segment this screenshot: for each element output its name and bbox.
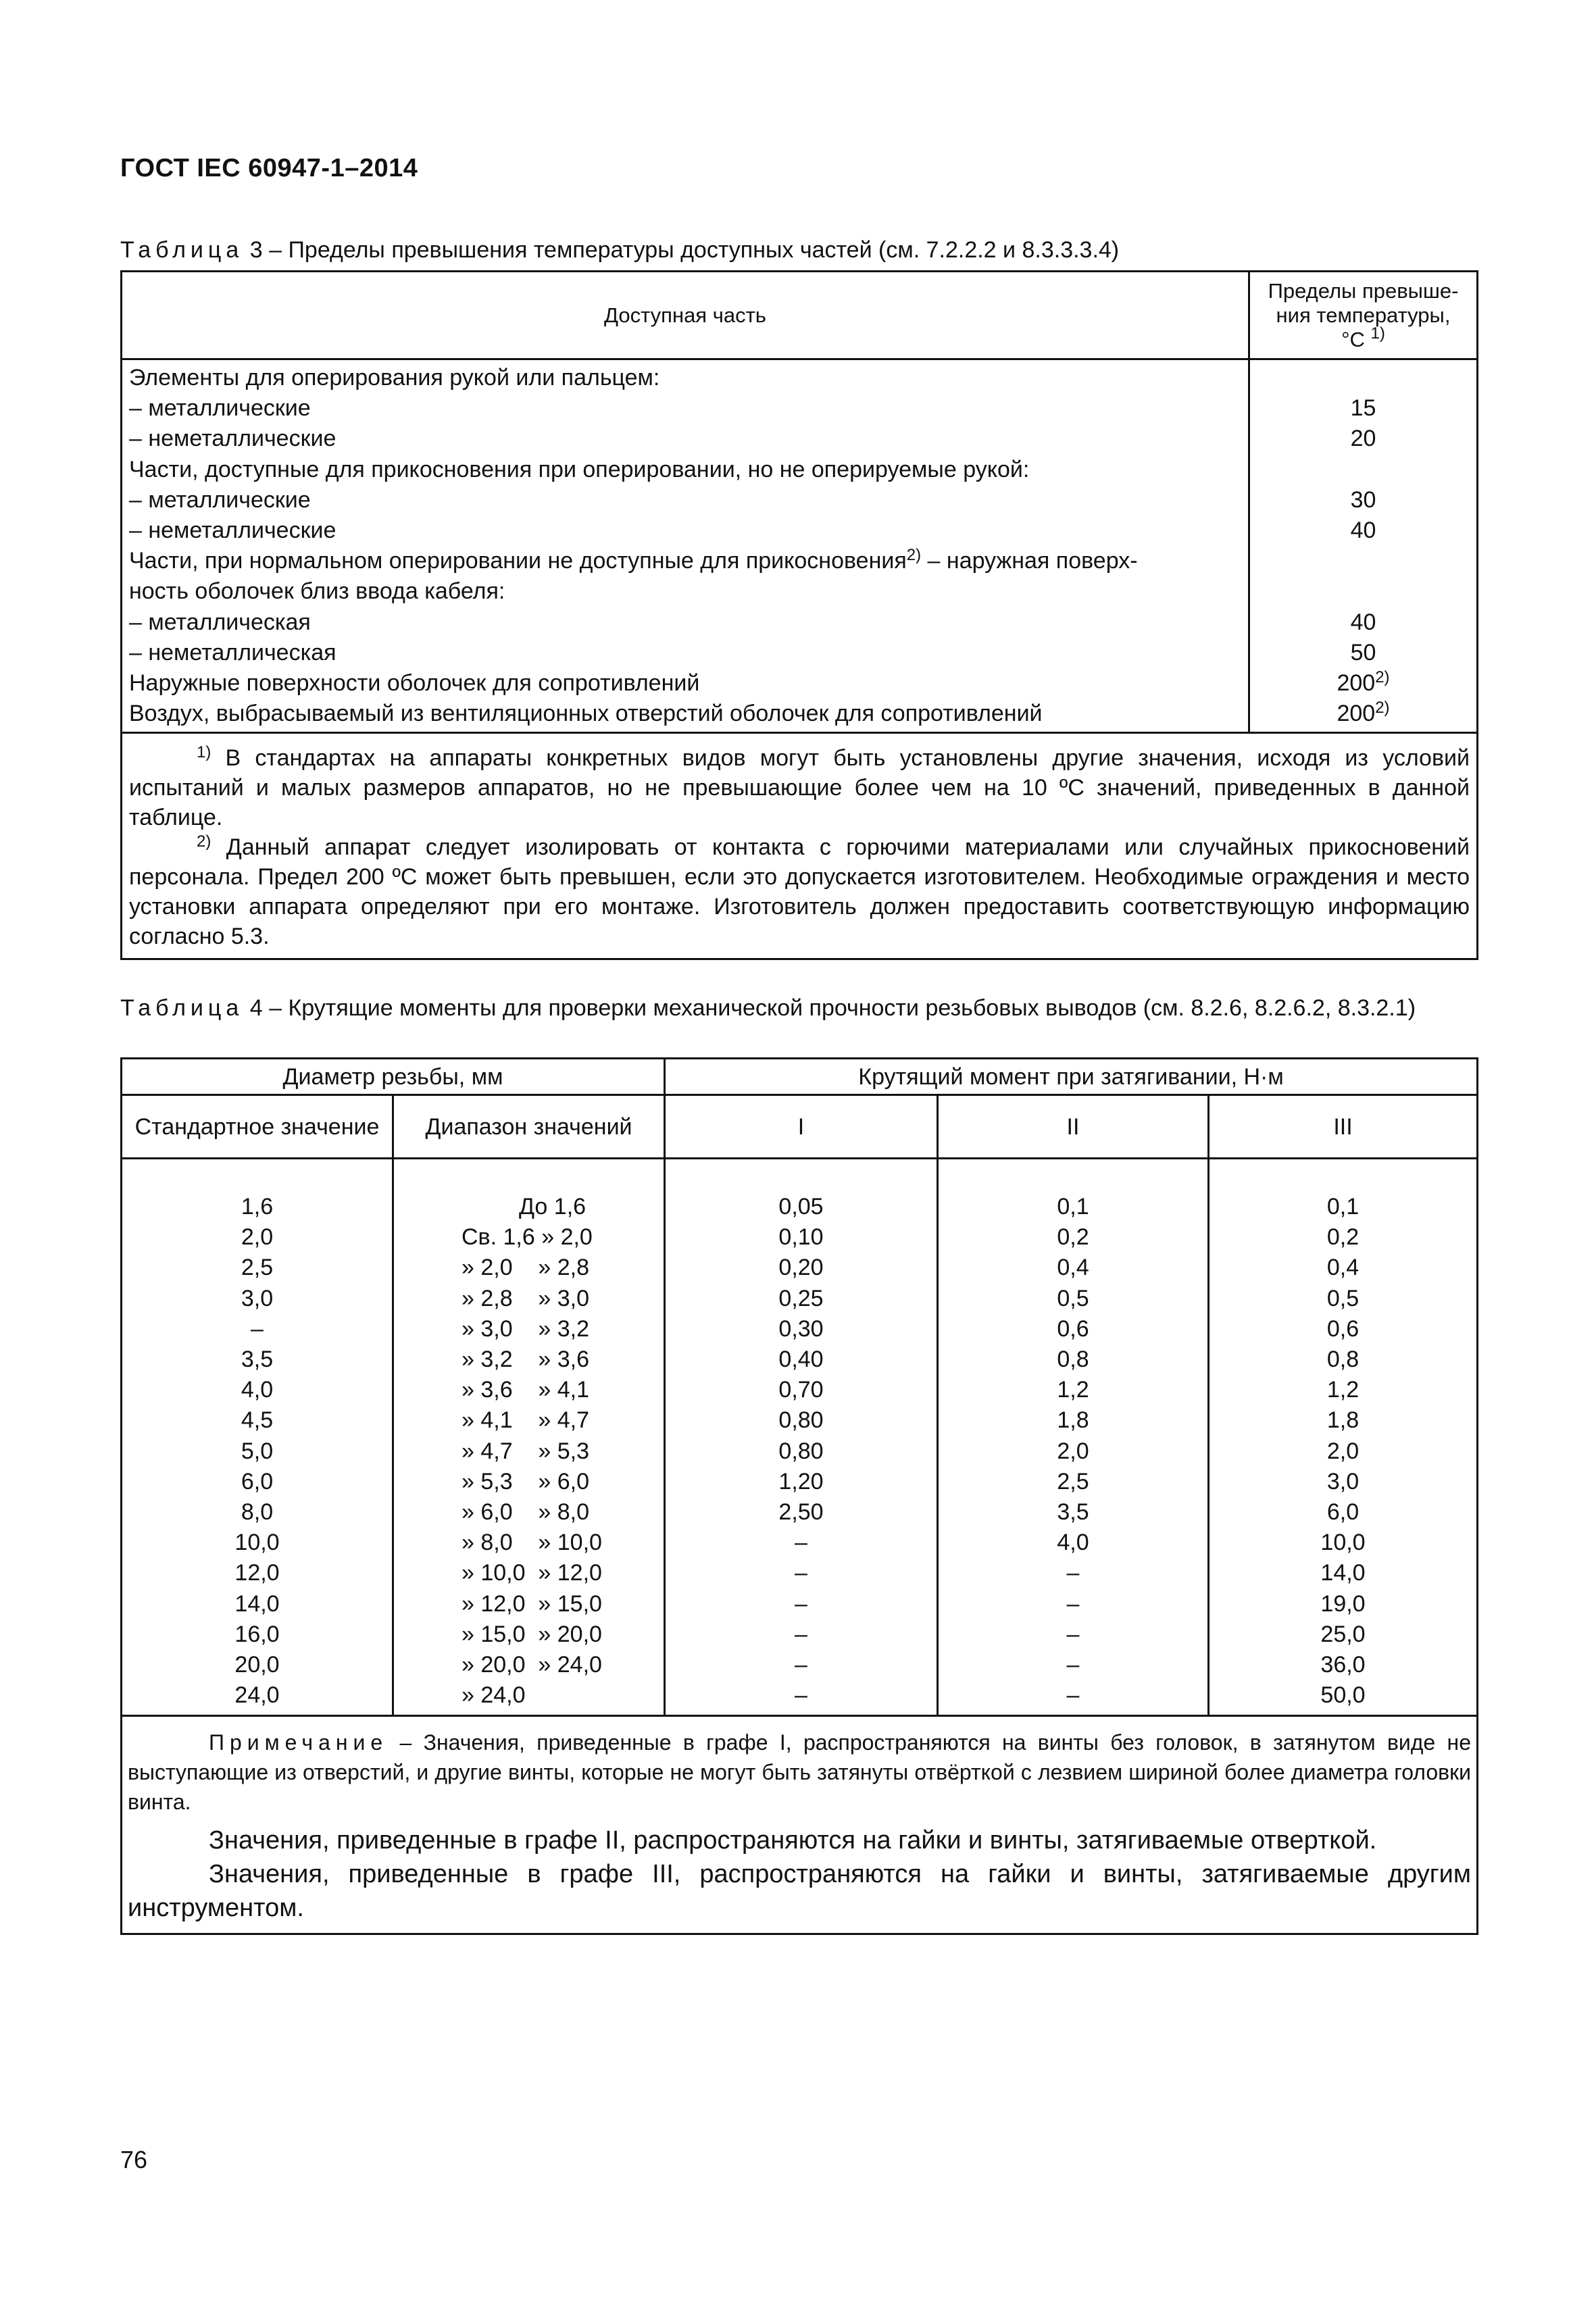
- table4-standard-cell: 8,0: [241, 1499, 274, 1526]
- table4-range-cell: » 3,6 » 4,1: [462, 1377, 590, 1403]
- table4-col-I-cell: 2,50: [778, 1499, 824, 1526]
- table4-range-cell: » 2,8 » 3,0: [462, 1285, 590, 1311]
- table3-row-label: [129, 668, 1243, 699]
- table4-col-III-cell: 0,5: [1326, 1285, 1360, 1311]
- table4-note3: Значения, приведенные в графе III, распространяются на гайки и винты, затягиваемые другим инструментом.: [128, 1860, 1471, 1923]
- table3-note2-sup: 2): [197, 832, 211, 851]
- table4-col-II-header: II: [938, 1095, 1209, 1159]
- table4-col-I-cell: –: [795, 1621, 807, 1647]
- table4-range-cell: » 8,0 » 10,0: [462, 1530, 602, 1556]
- table4-standard-cell: 5,0: [241, 1438, 274, 1464]
- table3-values: [1249, 359, 1478, 733]
- table3-row-value-text: 200: [1337, 670, 1376, 697]
- table4-col-I-cell: 0,40: [778, 1347, 824, 1373]
- table3-row-label-text: – металлические: [129, 486, 311, 513]
- table4-col-I-cell: 0,05: [778, 1194, 824, 1219]
- table4-standard-cell: 3,0: [241, 1285, 274, 1311]
- table3-labels: [122, 359, 1249, 733]
- table4-range-cell: » 10,0 » 12,0: [462, 1560, 602, 1586]
- table3-note1: [129, 743, 1470, 832]
- table4-range-cell: » 5,3 » 6,0: [462, 1468, 590, 1494]
- table3-note2-text: Данный аппарат следует изолировать от контакта с горючими материалами или случайных прикосновений персонала. Предел 200 ºС может быть превышен, если это допускается изготовителем. Необходимые ограждения и место установки аппарата определяют при его монтаже. Изготовитель должен предоставить соответствующую информацию согласно 5.3.: [129, 834, 1470, 950]
- table4-range-cell: » 2,0 » 2,8: [462, 1255, 590, 1281]
- table3-col2-header-line3: [1254, 324, 1472, 352]
- table4-standard-cell: 16,0: [234, 1621, 280, 1647]
- table4-standard-cell: 20,0: [234, 1652, 280, 1678]
- table4-col-II-cell: 2,5: [1057, 1468, 1089, 1494]
- table3-row-label: [129, 485, 1243, 515]
- table3-caption: [120, 235, 1478, 265]
- table4-col-III: [1209, 1159, 1478, 1716]
- table4-standard-cell: 6,0: [241, 1468, 274, 1494]
- table4-col-II-cell: 0,2: [1057, 1224, 1089, 1251]
- table3-row-value-text: 50: [1350, 639, 1376, 665]
- table4-col-II-cell: 4,0: [1057, 1530, 1089, 1556]
- table4-col-II-cell: –: [1066, 1590, 1080, 1617]
- table4-col-I-cell: 0,30: [778, 1315, 824, 1342]
- table4-col-III-cell: 14,0: [1320, 1560, 1366, 1586]
- table3-row-value-text: 40: [1350, 609, 1376, 635]
- table3-row-label: [129, 393, 1243, 424]
- table3-row-value: [1250, 607, 1476, 638]
- table3-row-value-text: 15: [1350, 395, 1376, 422]
- table4-caption: [120, 993, 1478, 1023]
- table3-row-value-text: 20: [1350, 426, 1376, 452]
- table4-range-cell: » 3,2 » 3,6: [462, 1347, 590, 1373]
- table3-row-label-text: – неметаллическая: [129, 639, 336, 665]
- table4-standard-cell: 3,5: [241, 1347, 274, 1373]
- table4-col-II-cell: –: [1066, 1682, 1080, 1709]
- table4-standard-cell: 1,6: [241, 1194, 274, 1219]
- table3-row-label-text: ность оболочек близ ввода кабеля:: [129, 578, 505, 605]
- table3-row-value-text: 200: [1337, 701, 1376, 727]
- table3-row-value: [1250, 576, 1476, 607]
- table4-col-I-cell: 0,20: [778, 1255, 824, 1281]
- table4-col-I-cell: 1,20: [778, 1468, 824, 1494]
- table4-col-III-header: III: [1209, 1095, 1478, 1159]
- table3-row-value: [1250, 546, 1476, 576]
- table4-notes: [122, 1716, 1478, 1934]
- table4-standard-cell: 12,0: [234, 1560, 280, 1586]
- table3-row-label: [129, 638, 1243, 668]
- table3-row-value-sup: 2): [1375, 668, 1390, 687]
- table4: [120, 1057, 1478, 1935]
- table3: [120, 270, 1478, 960]
- table3-row-value: [1250, 455, 1476, 485]
- table3-row-label: [129, 455, 1243, 485]
- table4-col-I-header: I: [665, 1095, 938, 1159]
- table4-range-cell: Св. 1,6 » 2,0: [462, 1224, 593, 1251]
- table4-col-I-cell: –: [795, 1652, 807, 1678]
- table4-col-II-cell: 1,8: [1057, 1407, 1089, 1434]
- table3-row-value-text: 30: [1350, 486, 1376, 513]
- table3-row-value-text: 40: [1350, 518, 1376, 544]
- table4-col-II-cell: 1,2: [1057, 1377, 1089, 1403]
- table3-row-value: [1250, 485, 1476, 515]
- table4-col-I-cell: –: [795, 1560, 807, 1586]
- table3-caption-text: 3 – Пределы превышения температуры доступных частей (см. 7.2.2.2 и 8.3.3.3.4): [243, 237, 1120, 263]
- table3-note1-text: В стандартах на аппараты конкретных видов могут быть установлены другие значения, исходя из условий испытаний и малых размеров аппаратов, но не превышающие более чем на 10 ºС значений, приведенных в данной таблице.: [129, 745, 1470, 831]
- table4-note-text: – Значения, приведенные в графе I, распространяются на винты без головок, в затянутом виде не выступающие из отверстий, и другие винты, которые не могут быть затянуты отвёрткой с лезвием шириной более диаметра головки винта.: [128, 1730, 1471, 1815]
- table4-torque-header: Крутящий момент при затягивании, Н·м: [665, 1059, 1478, 1095]
- table3-row-label-text: – неметаллические: [129, 518, 336, 544]
- table4-standard-cell: 24,0: [234, 1682, 280, 1709]
- table4-col-I-cell: 0,25: [778, 1285, 824, 1311]
- table4-range-cell: » 6,0 » 8,0: [462, 1499, 590, 1526]
- table4-standard-cell: 10,0: [234, 1530, 280, 1556]
- table4-col-II-cell: 0,6: [1057, 1315, 1089, 1342]
- table4-range-cell: » 20,0 » 24,0: [462, 1652, 602, 1678]
- table3-row-label-text: – металлические: [129, 395, 311, 422]
- table4-col-II-cell: 0,4: [1057, 1255, 1089, 1281]
- table4-range-column: [393, 1159, 665, 1716]
- table3-row-label: [129, 363, 1243, 393]
- table3-row-label-text: Части, доступные для прикосновения при оперировании, но не оперируемые рукой:: [129, 456, 1030, 482]
- table3-col2-header-line1: Пределы превыше-: [1268, 278, 1459, 303]
- table4-range-cell: » 4,7 » 5,3: [462, 1438, 590, 1464]
- table4-standard-cell: 4,5: [241, 1407, 274, 1434]
- table3-notes: [122, 733, 1478, 959]
- table4-col-I-cell: 0,80: [778, 1407, 824, 1434]
- table4-col-I-cell: –: [795, 1682, 807, 1709]
- table4-col-III-cell: 2,0: [1326, 1438, 1360, 1464]
- table4-col-II-cell: 0,8: [1057, 1347, 1089, 1373]
- table4-col-III-cell: 0,2: [1326, 1224, 1360, 1251]
- table4-col-III-cell: 3,0: [1326, 1468, 1360, 1494]
- table3-row-label-text: Элементы для оперирования рукой или пальцем:: [129, 365, 660, 391]
- table3-row-value: [1250, 393, 1476, 424]
- table4-standard-cell: 2,0: [241, 1224, 274, 1251]
- table4-standard-cell: 4,0: [241, 1377, 274, 1403]
- table3-row-label-text: Части, при нормальном оперировании не доступные для прикосновения: [129, 548, 907, 574]
- table4-range-cell: » 3,0 » 3,2: [462, 1315, 590, 1342]
- table3-row-label-text: – неметаллические: [129, 426, 336, 452]
- table4-col-II-cell: 2,0: [1057, 1438, 1089, 1464]
- table4-col-I-cell: –: [795, 1530, 807, 1556]
- table3-note2: [129, 832, 1470, 951]
- table4-col-III-cell: 1,8: [1326, 1407, 1360, 1434]
- table4-caption-word: Таблица: [120, 995, 244, 1021]
- page-number: 76: [120, 2146, 148, 2173]
- table3-col2-header-sup: 1): [1370, 324, 1385, 343]
- table4-col-II: [938, 1159, 1209, 1716]
- document-header: ГОСТ IEC 60947-1–2014: [120, 154, 418, 182]
- table4-note2: Значения, приведенные в графе II, распространяются на гайки и винты, затягиваемые отверткой.: [209, 1826, 1377, 1855]
- table4-col-II-cell: 0,5: [1057, 1285, 1089, 1311]
- table4-col-I-cell: 0,10: [778, 1224, 824, 1251]
- table3-row-value: [1250, 515, 1476, 546]
- table4-col-I-cell: –: [795, 1590, 807, 1617]
- table4-col-II-cell: 0,1: [1057, 1194, 1089, 1219]
- table4-col-II-cell: –: [1066, 1621, 1080, 1647]
- table4-note1: [128, 1728, 1471, 1817]
- table3-row-value: [1250, 699, 1476, 729]
- table3-row-label-text: – металлическая: [129, 609, 311, 635]
- table4-col-II-cell: –: [1066, 1560, 1080, 1586]
- table4-col-I: [665, 1159, 938, 1716]
- table3-row-label: [129, 607, 1243, 638]
- table4-col-II-cell: –: [1066, 1652, 1080, 1678]
- table4-range-cell: » 24,0: [462, 1682, 526, 1709]
- table4-note-word: Примечание: [209, 1730, 389, 1755]
- table4-col-III-cell: 25,0: [1320, 1621, 1366, 1647]
- table3-row-value: [1250, 424, 1476, 454]
- table4-col-I-cell: 0,80: [778, 1438, 824, 1464]
- table3-row-label: [129, 576, 1243, 607]
- table3-col2-header-line2: ния температуры,: [1276, 303, 1451, 327]
- table4-diameter-header: Диаметр резьбы, мм: [122, 1059, 665, 1095]
- table4-col-II-cell: 3,5: [1057, 1499, 1089, 1526]
- table4-col-III-cell: 6,0: [1326, 1499, 1360, 1526]
- table4-range-header: Диапазон значений: [393, 1095, 665, 1159]
- table4-col-III-cell: 10,0: [1320, 1530, 1366, 1556]
- table4-col-III-cell: 36,0: [1320, 1652, 1366, 1678]
- table3-row-label-text: Наружные поверхности оболочек для сопротивлений: [129, 670, 700, 697]
- table4-col-I-cell: 0,70: [778, 1377, 824, 1403]
- table4-col-III-cell: 19,0: [1320, 1590, 1366, 1617]
- table3-row-value-sup: 2): [1375, 699, 1390, 718]
- table4-col-III-cell: 0,6: [1326, 1315, 1360, 1342]
- table4-caption-text: 4 – Крутящие моменты для проверки механической прочности резьбовых выводов (см. 8.2.6, 8.2.6.2, 8.3.2.1): [243, 995, 1416, 1021]
- table3-row-label-tail: – наружная поверх-: [921, 548, 1138, 574]
- table3-row-label-sup: 2): [906, 546, 922, 565]
- table3-col2-header: [1249, 272, 1478, 359]
- table3-row-value: [1250, 638, 1476, 668]
- table4-range-cell: » 15,0 » 20,0: [462, 1621, 602, 1647]
- table4-col-III-cell: 0,4: [1326, 1255, 1360, 1281]
- table4-standard-cell: 14,0: [234, 1590, 280, 1617]
- table4-standard-header: Стандартное значение: [122, 1095, 393, 1159]
- table4-col-III-cell: 1,2: [1326, 1377, 1360, 1403]
- table4-range-cell: До 1,6: [462, 1194, 587, 1219]
- table4-col-III-cell: 0,8: [1326, 1347, 1360, 1373]
- table3-row-label: [129, 515, 1243, 546]
- table3-col1-header: Доступная часть: [122, 272, 1249, 359]
- table3-row-label: [129, 424, 1243, 454]
- table3-row-label: [129, 546, 1243, 576]
- table3-col2-header-unit: °С: [1341, 327, 1365, 351]
- table4-standard-cell: 2,5: [241, 1255, 274, 1281]
- table3-row-value: [1250, 668, 1476, 699]
- table3-row-label-text: Воздух, выбрасываемый из вентиляционных отверстий оболочек для сопротивлений: [129, 701, 1043, 727]
- table3-caption-word: Таблица: [120, 237, 244, 263]
- table4-range-cell: » 12,0 » 15,0: [462, 1590, 602, 1617]
- table4-col-III-cell: 50,0: [1320, 1682, 1366, 1709]
- table4-standard-cell: –: [251, 1315, 264, 1342]
- table4-col-III-cell: 0,1: [1326, 1194, 1360, 1219]
- table4-standard-column: [122, 1159, 393, 1716]
- table3-row-label: [129, 699, 1243, 729]
- table4-range-cell: » 4,1 » 4,7: [462, 1407, 590, 1434]
- table3-row-value: [1250, 363, 1476, 393]
- table3-note1-sup: 1): [197, 743, 211, 762]
